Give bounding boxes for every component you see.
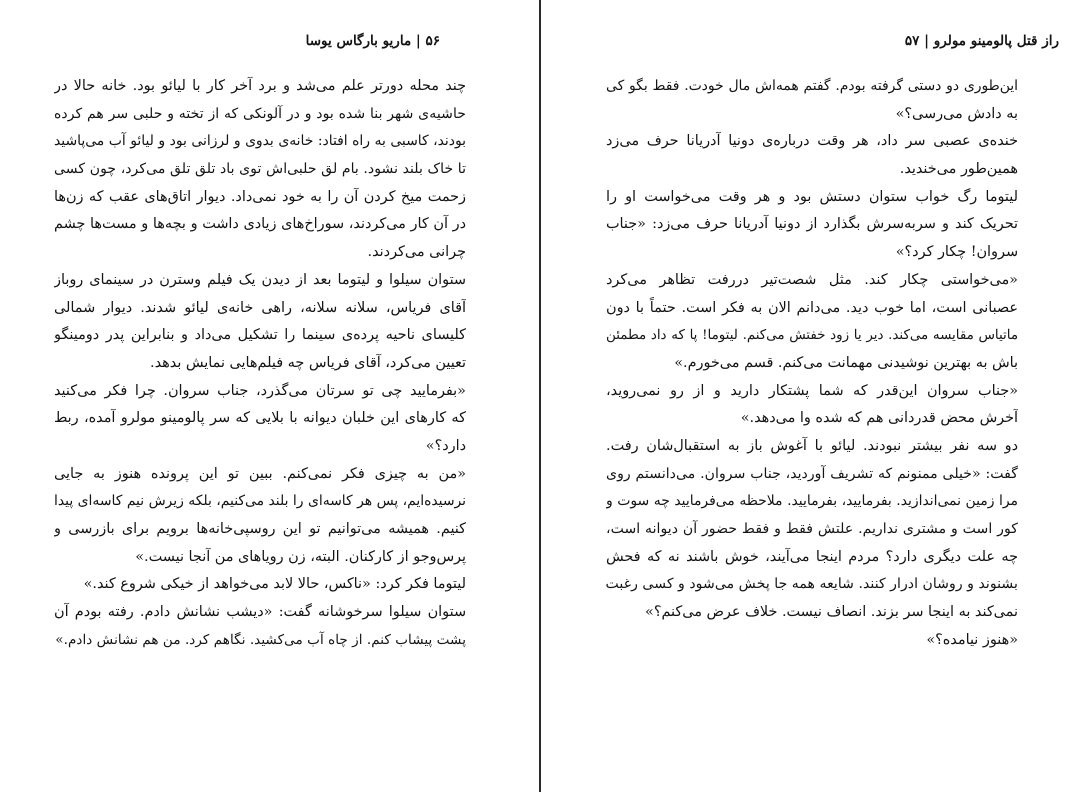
text-line: گفت: «خیلی ممنونم که تشریف آوردید، جناب سروان. می‌دانستم روی	[606, 465, 1018, 482]
text-line: چند محله دورتر علم می‌شد و برد آخر کار با لیائو بود. خانه حالا در	[54, 78, 466, 94]
text-line: مرا زمین نمی‌اندازید. بفرمایید، بفرمایید. ملاحظه می‌فرمایید چه سوت و	[606, 493, 1018, 510]
text-line: بودند، کاسبی به راه افتاد: خانه‌ی بدوی و لرزانی بود و لیائو آب می‌پاشید	[54, 133, 466, 150]
left-page-body	[54, 73, 466, 654]
right-page-header: راز قتل پالومینو مولرو | ۵۷	[904, 33, 1059, 49]
text-line: کور است و مشتری نداریم. علتش فقط و فقط حضور آن دیوانه است،	[606, 521, 1018, 537]
text-line: به دادش می‌رسی؟»	[895, 105, 1018, 122]
text-line: که کارهای این خلبان دیوانه با بلایی که سر پالومینو مولرو آمده، ربط	[54, 410, 466, 427]
text-line: بشنوند و روشان ادرار کنند. شایعه همه جا پخش می‌شود و کسی رغبت	[606, 576, 1018, 593]
text-line: چه علت دیگری دارد؟ مردم اینجا می‌آیند، خوش باشند نه که فحش	[606, 548, 1018, 565]
text-line: ستوان سیلوا و لیتوما بعد از دیدن یک فیلم وسترن در سینمای روباز	[54, 271, 466, 288]
text-line: «جناب سروان این‌قدر که شما پشتکار دارید و از رو نمی‌روید،	[606, 382, 1018, 399]
text-line: سروان! چکار کرد؟»	[895, 244, 1018, 261]
right-page	[541, 0, 1081, 792]
text-line: دو سه نفر بیشتر نبودند. لیائو با آغوش باز به استقبال‌شان رفت.	[606, 437, 1018, 454]
text-line: خنده‌ی عصبی سر داد، هر وقت درباره‌ی دونیا آدریانا حرف می‌زد	[606, 133, 1018, 150]
text-line: کلیسای ناحیه پرده‌ی سینما را تشکیل می‌داد و بنابراین پدر دومینگو	[54, 327, 466, 344]
right-page-body	[606, 73, 1018, 654]
text-line: «من به چیزی فکر نمی‌کنم. ببین تو این پرونده هنوز به جایی	[54, 465, 466, 482]
text-line: نرسیده‌ایم، پس هر کاسه‌ای را بلند می‌کنیم، بلکه زیرش نیم کاسه‌ای پیدا	[54, 493, 466, 510]
text-line: لیتوما فکر کرد: «ناکس، حالا لابد می‌خواهد از خیکی شروع کند.»	[83, 576, 466, 593]
text-line: باش به بهترین نوشیدنی مهمانت می‌کنم. قسم می‌خورم.»	[674, 354, 1018, 371]
text-line: لیتوما رگ خواب ستوان دستش بود و هر وقت می‌خواست او را	[606, 188, 1018, 205]
text-line: آقای فریاس، سلانه سلانه، راهی خانه‌ی لیائو شدند. دیوار شمالی	[54, 299, 466, 316]
left-page	[0, 0, 540, 792]
left-page-header: ۵۶ | ماریو بارگاس یوسا	[305, 33, 440, 49]
text-line: این‌طوری دو دستی گرفته بودم. گفتم همه‌اش مال خودت. فقط بگو کی	[606, 78, 1018, 94]
text-line: ستوان سیلوا سرخوشانه گفت: «دیشب نشانش دادم. رفته بودم آن	[54, 604, 466, 621]
text-line: در آن کار می‌کردند، سوراخ‌های زیادی داشت و بچه‌ها و مست‌ها چشم	[54, 216, 466, 233]
text-line: «هنوز نیامده؟»	[926, 631, 1018, 648]
text-line: کنیم. همیشه می‌توانیم تو این روسپی‌خانه‌ها برویم برای بازرسی و	[54, 521, 466, 537]
text-line: عصبانی است، اما خوب دید. می‌دانم الان به فکر است. حتماً با دون	[606, 299, 1018, 316]
text-line: زحمت میخ کردن آن را به خود نمی‌داد. دیوار اتاق‌های عقب که زن‌ها	[54, 188, 466, 205]
text-line: تعیین می‌کرد، آقای فریاس چه فیلم‌هایی نمایش بدهد.	[150, 354, 466, 371]
text-line: نمی‌کند به اینجا سر بزند. انصاف نیست. خلاف عرض می‌کنم؟»	[645, 604, 1018, 621]
text-line: حاشیه‌ی شهر بنا شده بود و در آلونکی که از تخته و حلبی سر هم کرده	[54, 105, 466, 122]
text-line: «بفرمایید چی تو سرتان می‌گذرد، جناب سروان. چرا فکر می‌کنید	[54, 382, 466, 399]
text-line: آخرش محض قدردانی هم که شده وا می‌دهد.»	[740, 410, 1018, 427]
text-line: «می‌خواستی چکار کند. مثل شصت‌تیر دررفت تظاهر می‌کرد	[606, 271, 1018, 288]
text-line: چرانی می‌کردند.	[367, 244, 466, 261]
text-line: همین‌طور می‌خندید.	[899, 161, 1018, 178]
text-line: ماتیاس مقایسه می‌کند. دیر یا زود خفتش می‌کنم. لیتوما! پا که داد مطمئن	[606, 328, 1018, 344]
text-line: دارد؟»	[425, 437, 466, 454]
text-line: تحریک کند و سربه‌سرش بگذارد از دونیا آدریانا حرف می‌زد: «جناب	[606, 216, 1018, 233]
text-line: پرس‌وجو از کارکنان. البته، زن رویاهای من آنجا نیست.»	[135, 548, 466, 565]
text-line: پشت پیشاب کنم. از چاه آب می‌کشید. نگاهم کرد. من هم نشانش دادم.»	[55, 631, 466, 648]
text-line: تا خاک بلند نشود. بام لق حلبی‌اش توی باد تلق تلق می‌کرد، چون کسی	[54, 161, 466, 178]
